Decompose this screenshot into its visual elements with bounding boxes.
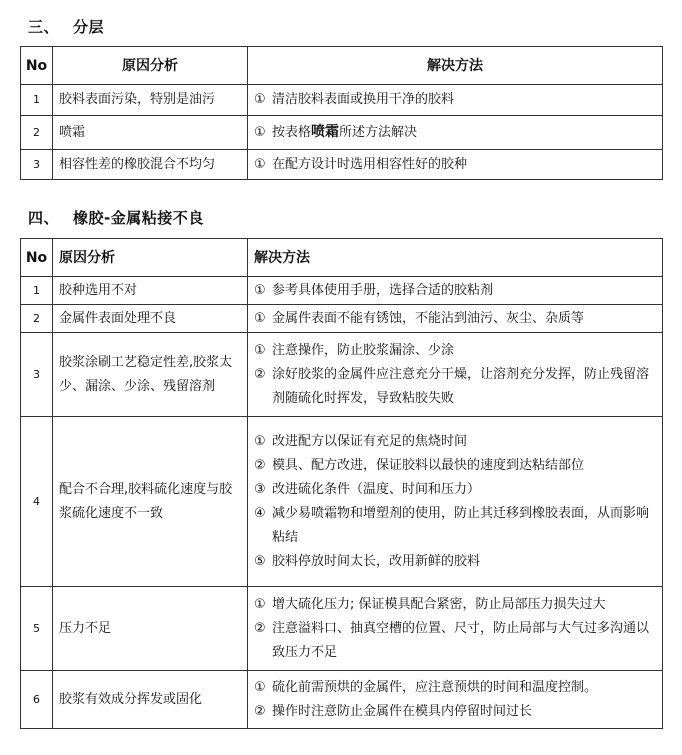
marker: ①	[254, 433, 266, 449]
solution-text: 硫化前需预烘的金属件，应注意预烘的时间和温度控制。	[272, 679, 598, 695]
header-solution: 解决方法	[248, 47, 663, 85]
section-3-heading: 分层	[73, 18, 105, 36]
row-no: 2	[21, 305, 53, 333]
solution-line	[254, 700, 656, 724]
row-no: 6	[21, 671, 53, 729]
table-row	[21, 333, 663, 417]
marker: ①	[254, 282, 266, 298]
table-header-row	[21, 47, 663, 85]
marker: ②	[254, 366, 266, 382]
row-solution	[248, 671, 663, 729]
marker: ①	[254, 92, 266, 107]
marker: ②	[254, 457, 266, 473]
table-row	[21, 85, 663, 116]
row-solution	[248, 333, 663, 417]
section-3-number: 三、	[28, 18, 60, 36]
marker: ②	[254, 620, 266, 636]
marker: ①	[254, 310, 266, 326]
row-no: 4	[21, 417, 53, 587]
table-row	[21, 587, 663, 671]
row-no: 1	[21, 277, 53, 305]
solution-text-post: 所述方法解决	[339, 125, 418, 140]
row-no: 1	[21, 85, 53, 116]
row-cause: 相容性差的橡胶混合不均匀	[53, 150, 248, 180]
solution-line	[254, 339, 656, 363]
solution-line	[254, 676, 656, 700]
solution-text: 清洁胶料表面或换用干净的胶料	[272, 92, 455, 107]
row-cause: 金属件表面处理不良	[53, 305, 248, 333]
solution-text: 操作时注意防止金属件在模具内停留时间过长	[272, 703, 533, 719]
solution-line	[254, 617, 656, 665]
marker: ①	[254, 596, 266, 612]
solution-text: 胶料停放时间太长，改用新鲜的胶料	[272, 553, 481, 569]
solution-line	[254, 550, 656, 574]
row-solution	[248, 417, 663, 587]
header-cause: 原因分析	[53, 239, 248, 277]
row-no: 5	[21, 587, 53, 671]
solution-text: 增大硫化压力; 保证模具配合紧密，防止局部压力损失过大	[272, 596, 606, 612]
solution-text-bold: 喷霜	[311, 124, 340, 140]
row-cause: 胶料表面污染，特别是油污	[53, 85, 248, 116]
row-cause: 配合不合理,胶料硫化速度与胶浆硫化速度不一致	[53, 417, 248, 587]
solution-line	[254, 430, 656, 454]
header-no: No	[21, 47, 53, 85]
header-cause: 原因分析	[53, 47, 248, 85]
row-no: 3	[21, 333, 53, 417]
solution-text: 减少易喷霜物和增塑剂的使用，防止其迁移到橡胶表面，从而影响粘结	[272, 505, 650, 545]
solution-text: 在配方设计时选用相容性好的胶种	[272, 156, 468, 172]
solution-line	[254, 454, 656, 478]
solution-text: 注意溢料口、抽真空槽的位置、尺寸，防止局部与大气过多沟通以致压力不足	[272, 620, 650, 660]
row-solution	[248, 85, 663, 116]
table-row	[21, 671, 663, 729]
row-solution	[248, 150, 663, 180]
row-solution	[248, 305, 663, 333]
row-cause: 压力不足	[53, 587, 248, 671]
row-cause: 喷霜	[53, 116, 248, 150]
solution-text: 涂好胶浆的金属件应注意充分干燥，让溶剂充分发挥，防止残留溶剂随硫化时挥发，导致粘胶失败	[272, 366, 650, 406]
solution-text: 金属件表面不能有锈蚀，不能沾到油污、灰尘、杂质等	[272, 310, 585, 326]
section-4-heading: 橡胶-金属粘接不良	[73, 209, 204, 227]
row-no: 2	[21, 116, 53, 150]
marker: ⑤	[254, 553, 266, 569]
marker: ①	[254, 679, 266, 695]
marker: ④	[254, 505, 266, 521]
row-cause: 胶种选用不对	[53, 277, 248, 305]
section-3-title	[28, 16, 104, 37]
row-cause: 胶浆有效成分挥发或固化	[53, 671, 248, 729]
solution-line	[254, 478, 656, 502]
solution-line	[254, 593, 656, 617]
row-solution	[248, 277, 663, 305]
solution-line	[254, 502, 656, 550]
table-row	[21, 277, 663, 305]
solution-text: 改进配方以保证有充足的焦烧时间	[272, 433, 468, 449]
solution-text: 模具、配方改进，保证胶料以最快的速度到达粘结部位	[272, 457, 585, 473]
row-solution	[248, 587, 663, 671]
table-row	[21, 305, 663, 333]
solution-text: 参考具体使用手册，选择合适的胶粘剂	[272, 282, 494, 298]
solution-line	[254, 363, 656, 411]
table-row	[21, 116, 663, 150]
header-no: No	[21, 239, 53, 277]
solution-text: 改进硫化条件（温度、时间和压力）	[272, 481, 481, 497]
marker: ①	[254, 156, 266, 172]
row-cause: 胶浆涂刷工艺稳定性差,胶浆太少、漏涂、少涂、残留溶剂	[53, 333, 248, 417]
section-4-table	[20, 238, 663, 729]
marker: ①	[254, 125, 266, 140]
section-4-title	[28, 207, 204, 228]
table-row	[21, 417, 663, 587]
row-solution	[248, 116, 663, 150]
marker: ②	[254, 703, 266, 719]
marker: ③	[254, 481, 266, 497]
section-3-table	[20, 46, 663, 180]
section-4-number: 四、	[28, 209, 60, 227]
table-row	[21, 150, 663, 180]
marker: ①	[254, 342, 266, 358]
solution-text: 注意操作，防止胶浆漏涂、少涂	[272, 342, 455, 358]
header-solution: 解决方法	[248, 239, 663, 277]
row-no: 3	[21, 150, 53, 180]
table-header-row	[21, 239, 663, 277]
solution-text-pre: 按表格	[272, 125, 312, 140]
